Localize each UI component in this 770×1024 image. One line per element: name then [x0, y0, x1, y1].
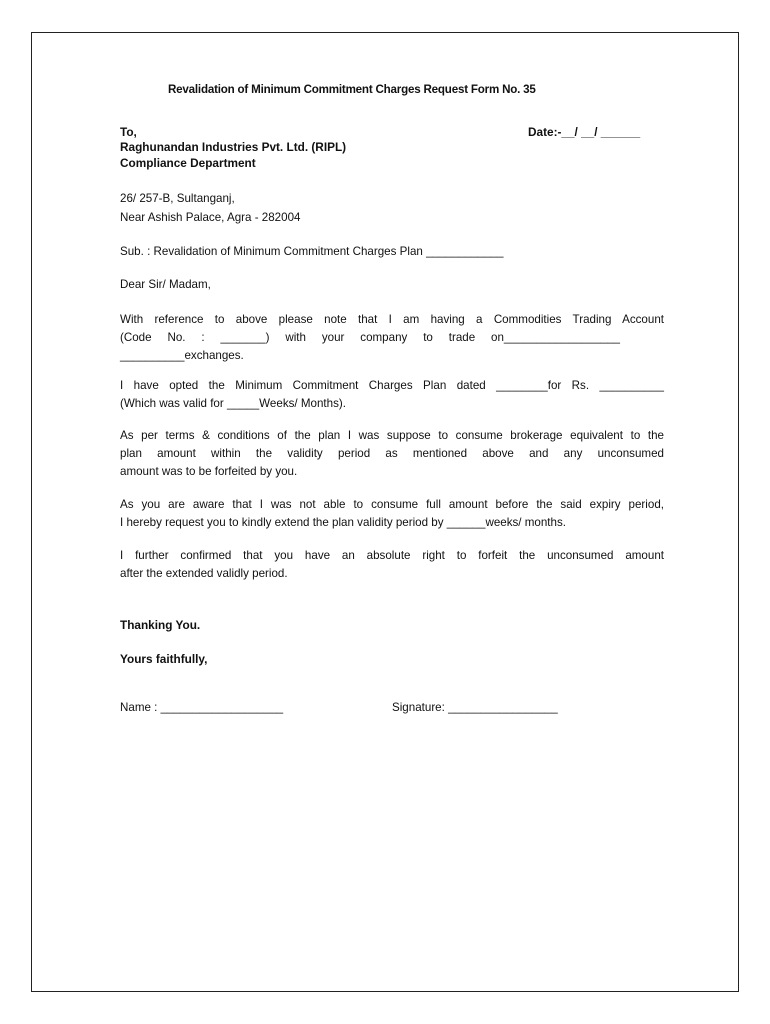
paragraph-line: As per terms & conditions of the plan I was suppose to consume brokerage equivalent to the — [120, 429, 664, 442]
thanking-text: Thanking You. — [120, 618, 201, 632]
subject-line: Sub. : Revalidation of Minimum Commitment Charges Plan ____________ — [120, 245, 504, 258]
to-label: To, — [120, 125, 137, 139]
paragraph-line: With reference to above please note that I am having a Commodities Trading Account — [120, 313, 664, 326]
paragraph-terms — [120, 427, 664, 481]
paragraph-line: As you are aware that I was not able to consume full amount before the said expiry period, — [120, 498, 664, 511]
department-name: Compliance Department — [120, 156, 256, 170]
paragraph-line: I hereby request you to kindly extend the plan validity period by ______weeks/ months. — [120, 516, 566, 529]
paragraph-line: (Code No. : _______) with your company to trade on__________________ — [120, 331, 620, 344]
salutation: Dear Sir/ Madam, — [120, 278, 211, 291]
signature-field: Signature: _________________ — [392, 701, 558, 714]
address-line-2: Near Ashish Palace, Agra - 282004 — [120, 211, 301, 224]
document-page — [31, 32, 739, 992]
address-line-1: 26/ 257-B, Sultanganj, — [120, 192, 235, 205]
paragraph-line: after the extended validly period. — [120, 567, 288, 580]
yours-faithfully: Yours faithfully, — [120, 652, 208, 666]
paragraph-extension-request — [120, 496, 664, 532]
paragraph-plan-opted — [120, 377, 664, 413]
paragraph-line: I have opted the Minimum Commitment Charges Plan dated ________for Rs. __________ — [120, 379, 664, 392]
form-title: Revalidation of Minimum Commitment Charges Request Form No. 35 — [168, 83, 536, 96]
paragraph-line: plan amount within the validity period as mentioned above and any unconsumed — [120, 447, 664, 460]
paragraph-line: I further confirmed that you have an absolute right to forfeit the unconsumed amount — [120, 549, 664, 562]
paragraph-line: (Which was valid for _____Weeks/ Months). — [120, 397, 346, 410]
paragraph-line: amount was to be forfeited by you. — [120, 465, 298, 478]
paragraph-trading-account — [120, 311, 664, 365]
company-name: Raghunandan Industries Pvt. Ltd. (RIPL) — [120, 140, 347, 154]
date-field: Date:-__/ __/ ______ — [528, 125, 641, 139]
paragraph-forfeit-right — [120, 547, 664, 583]
name-field: Name : ___________________ — [120, 701, 284, 714]
paragraph-line: __________exchanges. — [120, 349, 244, 362]
